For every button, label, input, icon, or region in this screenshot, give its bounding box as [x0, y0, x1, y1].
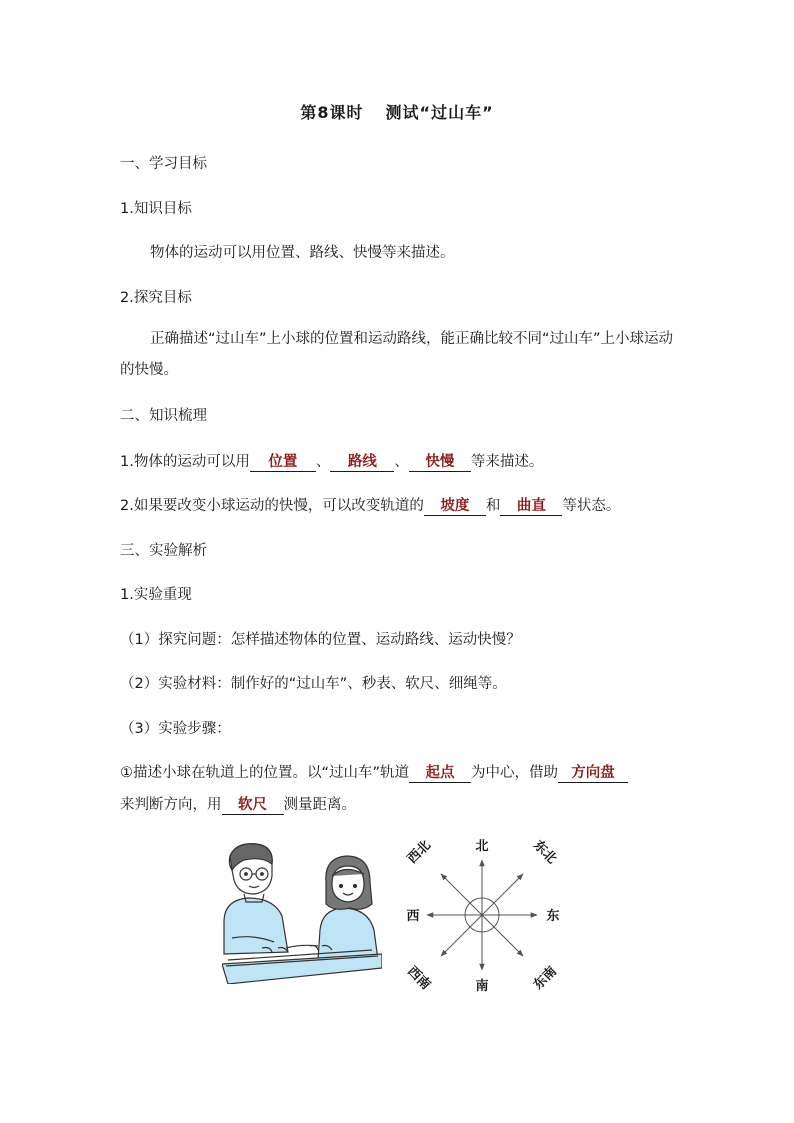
explore-objective-heading: 2.探究目标	[120, 290, 192, 306]
compass-label-south: 南	[475, 979, 489, 994]
arrow-southeast	[494, 927, 523, 956]
review-item-1: 1.物体的运动可以用 位置 、 路线 、 快慢 等来描述。	[120, 454, 544, 470]
review-item-2: 2.如果要改变小球运动的快慢，可以改变轨道的 坡度 和 曲直 等状态。	[120, 498, 621, 514]
experiment-reproduction-heading: 1.实验重现	[120, 587, 192, 603]
knowledge-objective-heading: 1.知识目标	[120, 201, 192, 217]
arrow-northwest	[441, 874, 470, 903]
students-measuring-illustration	[222, 842, 382, 984]
experiment-step-1-line-1: ①描述小球在轨道上的位置。以“过山车”轨道 起点 为中心，借助 方向盘	[120, 761, 628, 783]
experiment-materials: （2）实验材料：制作好的“过山车”、秒表、软尺、细绳等。	[120, 676, 507, 692]
answer-blank-start-point[interactable]: 起点	[409, 764, 471, 783]
answer-blank-speed[interactable]: 快慢	[409, 453, 471, 472]
answer-blank-route[interactable]: 路线	[330, 453, 394, 472]
arrow-northeast	[494, 874, 523, 903]
knowledge-objective-text: 物体的运动可以用位置、路线、快慢等来描述。	[150, 245, 455, 261]
answer-blank-slope[interactable]: 坡度	[424, 497, 486, 516]
page-title	[0, 100, 794, 123]
experiment-question: （1）探究问题：怎样描述物体的位置、运动路线、运动快慢？	[120, 632, 521, 648]
explore-objective-text: 正确描述“过山车”上小球的位置和运动路线，能正确比较不同“过山车”上小球运动的快慢。	[120, 331, 674, 378]
arrow-southwest	[441, 927, 470, 956]
section-heading-objectives: 一、学习目标	[120, 156, 207, 172]
compass-label-east: 东	[546, 909, 560, 924]
experiment-steps-heading: （3）实验步骤：	[120, 721, 231, 737]
answer-blank-position[interactable]: 位置	[250, 453, 316, 472]
compass-label-southwest: 西南	[404, 963, 434, 993]
experiment-step-1-line-2: 来判断方向，用 软尺 测量距离。	[120, 797, 356, 813]
compass-label-northwest: 西北	[404, 837, 434, 867]
section-heading-experiment: 三、实验解析	[120, 543, 207, 559]
answer-blank-tape-measure[interactable]: 软尺	[222, 796, 284, 815]
lesson-topic: 测试“过山车”	[385, 103, 494, 122]
answer-blank-curvature[interactable]: 曲直	[500, 497, 562, 516]
section-heading-review: 二、知识梳理	[120, 408, 207, 424]
compass-label-southeast: 东南	[530, 963, 560, 993]
compass-rose-diagram	[395, 830, 570, 1000]
compass-label-west: 西	[406, 909, 420, 924]
compass-label-north: 北	[475, 839, 489, 854]
lesson-number: 第8课时	[300, 103, 364, 122]
compass-label-northeast: 东北	[530, 837, 560, 867]
answer-blank-direction-tool[interactable]: 方向盘	[558, 764, 628, 783]
